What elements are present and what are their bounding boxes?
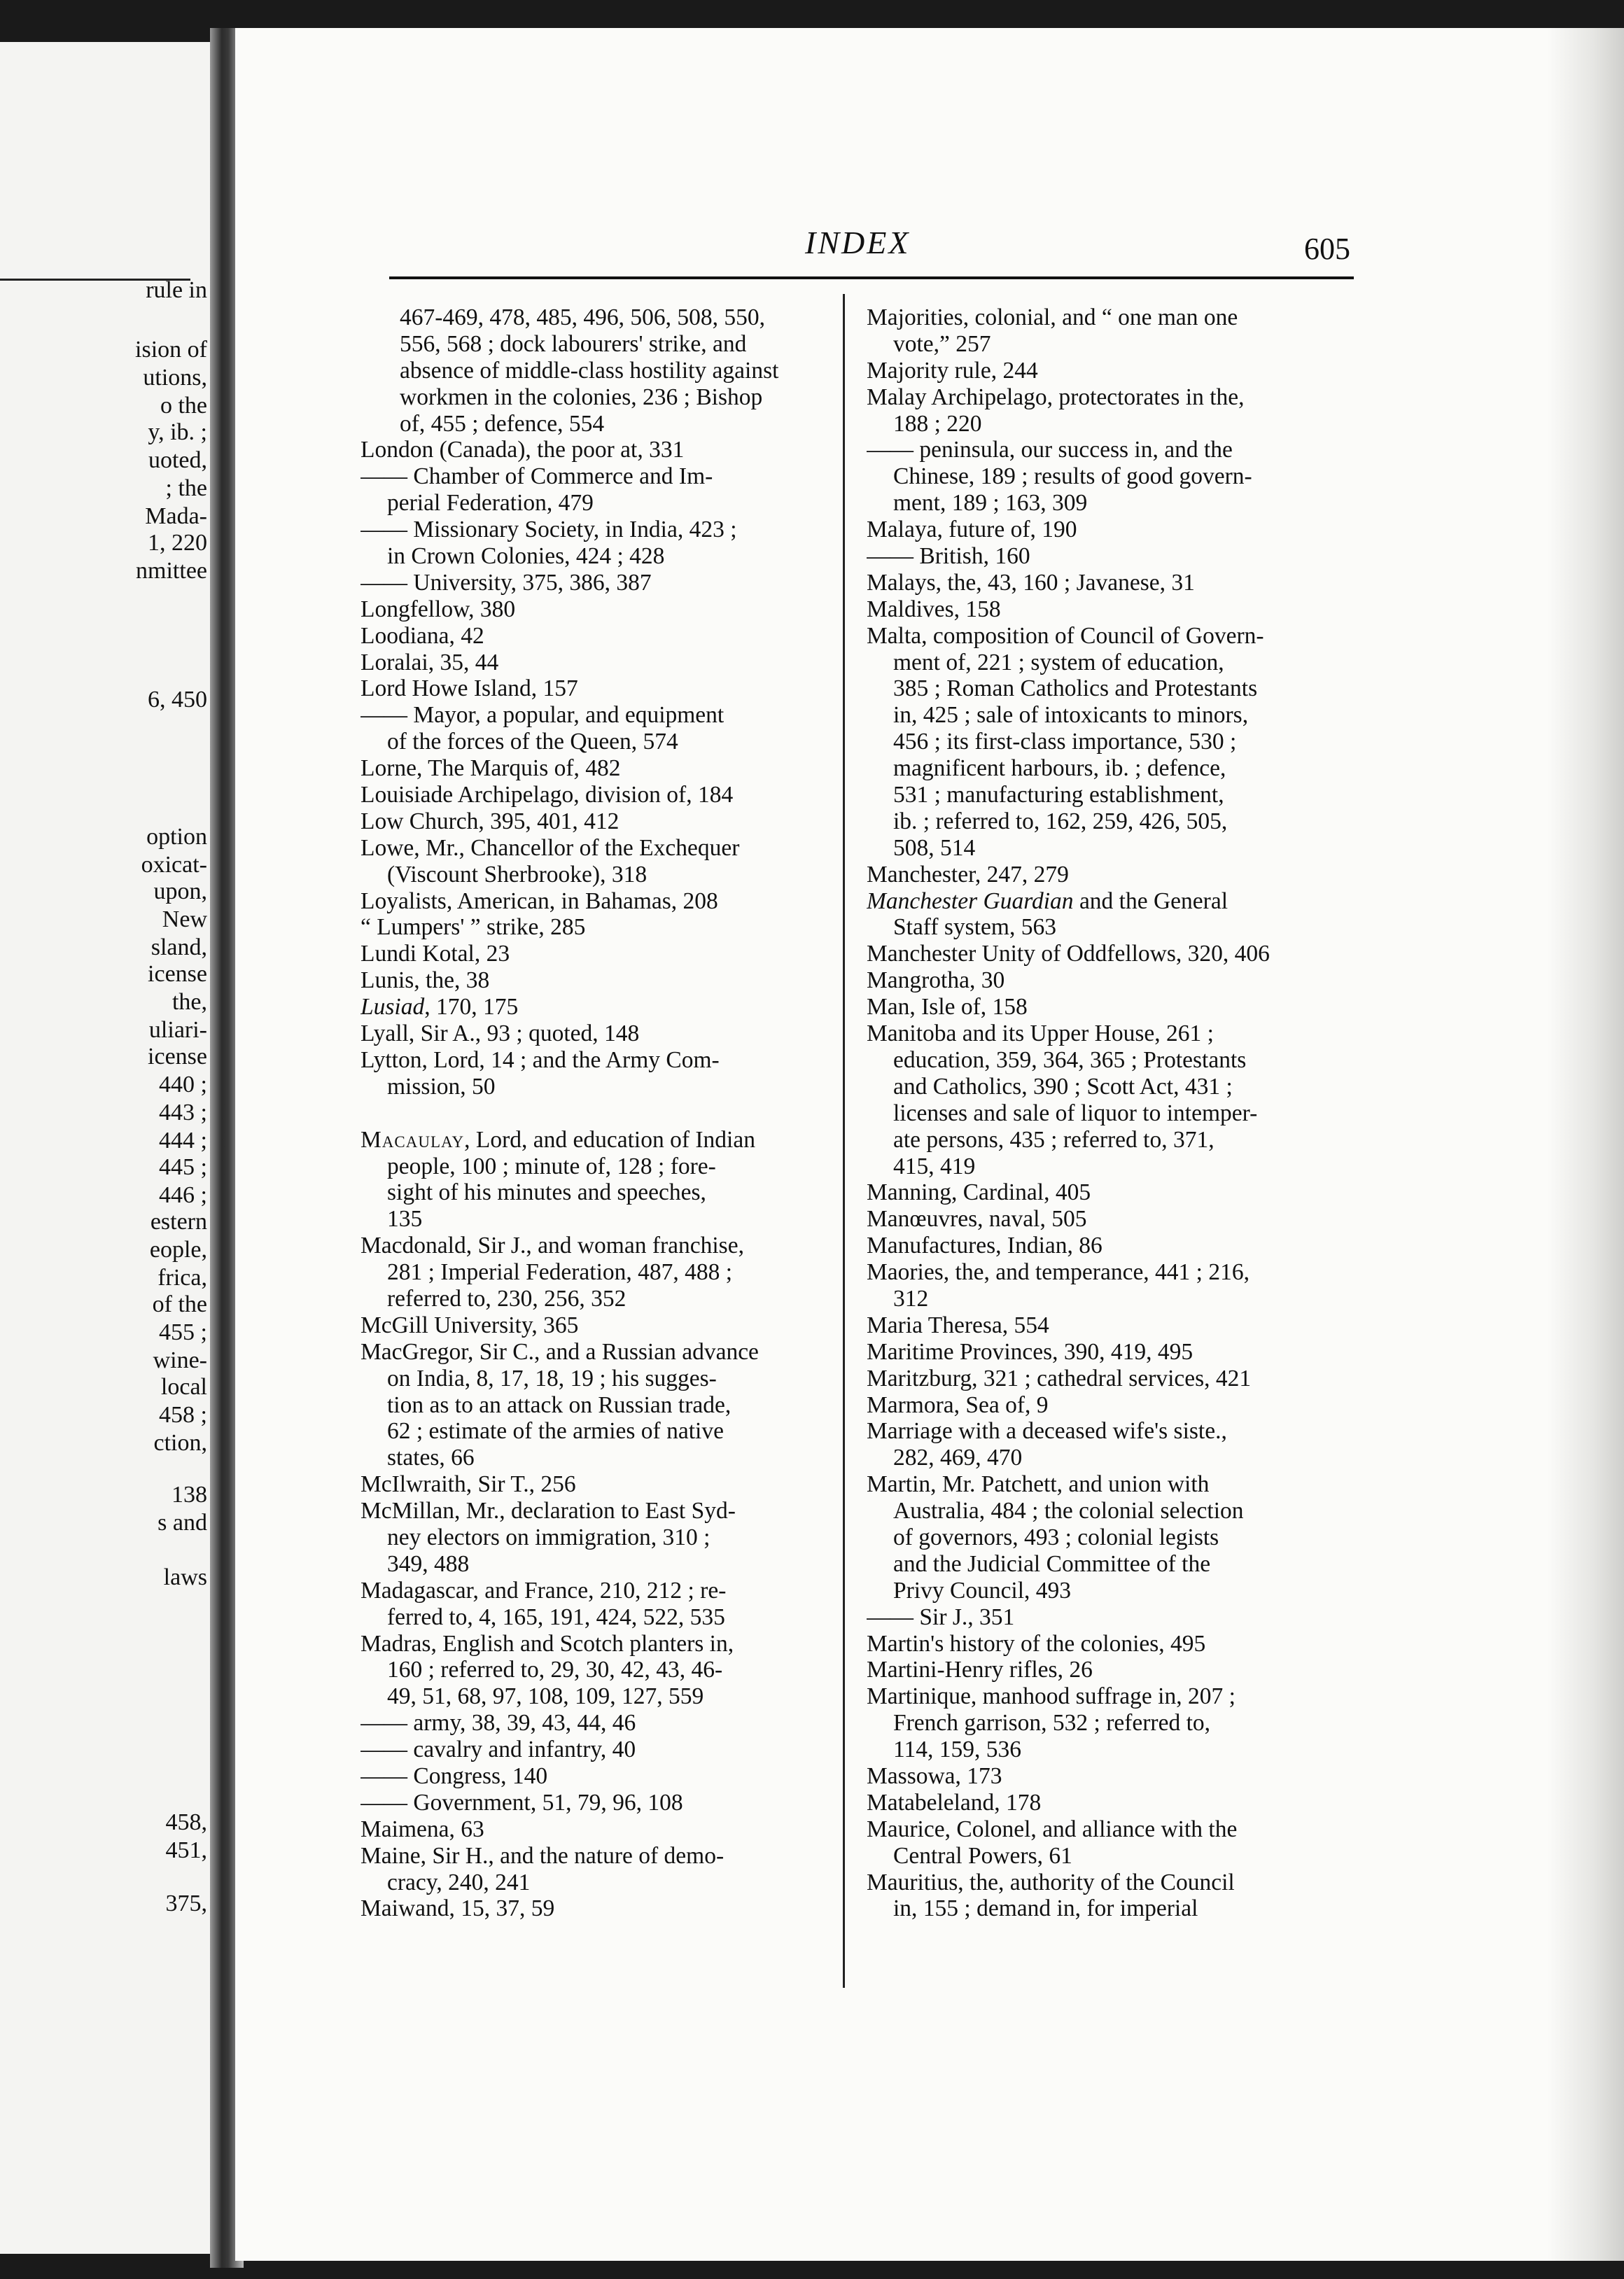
facing-page-fragment: 445 ; [159,1154,207,1180]
index-entry-line: —— Government, 51, 79, 96, 108 [360,1789,683,1816]
facing-page-fragment: frica, [158,1265,207,1291]
index-entry-line: Madras, English and Scotch planters in, [360,1630,734,1657]
index-entry-line: Manufactures, Indian, 86 [867,1233,1102,1259]
index-entry-line: Majority rule, 244 [867,357,1038,384]
index-entry-line: 282, 469, 470 [893,1445,1023,1471]
facing-page-fragment: utions, [143,365,207,391]
index-entry-line: and Catholics, 390 ; Scott Act, 431 ; [893,1073,1233,1100]
index-entry-line: Man, Isle of, 158 [867,994,1028,1021]
index-entry-line: 531 ; manufacturing establishment, [893,782,1224,808]
facing-page-fragment: icense [148,961,207,987]
facing-page-fragment: estern [150,1209,207,1235]
index-entry-line: perial Federation, 479 [387,490,594,517]
facing-page-fragment: 1, 220 [148,530,207,556]
index-entry-line: ment of, 221 ; system of education, [893,649,1224,675]
index-entry-line: (Viscount Sherbrooke), 318 [387,861,648,888]
index-entry-line: 415, 419 [893,1153,976,1179]
facing-page-fragment: 446 ; [159,1182,207,1208]
index-entry-line: Malaya, future of, 190 [867,517,1077,543]
index-entry-line: Staff system, 563 [893,914,1056,941]
index-entry-line: Mangrotha, 30 [867,967,1005,994]
facing-page-fragment: uoted, [148,447,207,473]
facing-page-fragment: 458 ; [159,1402,207,1428]
facing-page-left [0,42,223,2254]
index-entry-line: Maritime Provinces, 390, 419, 495 [867,1338,1194,1365]
index-entry-line: Marriage with a deceased wife's siste., [867,1418,1227,1445]
index-entry-line: 312 [893,1285,929,1312]
index-entry-line: absence of middle-class hostility against [400,357,779,384]
index-entry-line: 385 ; Roman Catholics and Protestants [893,675,1258,702]
index-entry-line: Lundi Kotal, 23 [360,941,510,967]
index-entry-line: Malays, the, 43, 160 ; Javanese, 31 [867,569,1195,596]
index-entry-line: magnificent harbours, ib. ; defence, [893,755,1226,782]
facing-page-fragment: nmittee [136,558,207,584]
index-entry-line: Lunis, the, 38 [360,967,490,994]
facing-page-fragment: New [162,906,207,932]
facing-page-fragment: sland, [150,934,207,960]
index-entry-line: Loodiana, 42 [360,622,484,649]
index-entry-line: 62 ; estimate of the armies of native [387,1418,724,1445]
index-entry-line: Manning, Cardinal, 405 [867,1179,1091,1206]
facing-page-fragment: ction, [153,1430,207,1456]
index-entry-line: of governors, 493 ; colonial legists [893,1524,1219,1550]
index-entry-line: ney electors on immigration, 310 ; [387,1524,710,1550]
index-entry-line: and the Judicial Committee of the [893,1550,1211,1577]
facing-page-fragment: 451, [165,1837,207,1863]
index-entry-line: Matabeleland, 178 [867,1789,1042,1816]
index-entry-line: tion as to an attack on Russian trade, [387,1391,732,1418]
index-entry-line: —— army, 38, 39, 43, 44, 46 [360,1710,636,1737]
facing-page-fragment: the, [172,989,207,1015]
index-entry-line: Maritzburg, 321 ; cathedral services, 421 [867,1365,1252,1391]
index-entry-line: 456 ; its first-class importance, 530 ; [893,729,1237,755]
facing-page-fragment: local [160,1374,207,1400]
index-entry-line: Loyalists, American, in Bahamas, 208 [360,888,718,914]
index-entry-line: Majorities, colonial, and “ one man one [867,304,1238,330]
index-entry-line: Manchester, 247, 279 [867,861,1069,888]
facing-page-fragment: eople, [149,1237,207,1263]
index-entry-line: 467-469, 478, 485, 496, 506, 508, 550, [400,304,766,330]
index-entry-line: Privy Council, 493 [893,1577,1072,1604]
index-entry-line: 135 [387,1206,423,1233]
facing-page-fragment: 443 ; [159,1100,207,1126]
index-entry-line: —— Chamber of Commerce and Im- [360,463,713,490]
facing-page-fragment: 455 ; [159,1319,207,1345]
facing-page-fragment: y, ib. ; [148,419,207,445]
index-entry-line: Lorne, The Marquis of, 482 [360,755,621,782]
index-entry-line: Maurice, Colonel, and alliance with the [867,1816,1238,1842]
index-entry-line: Mauritius, the, authority of the Council [867,1869,1235,1895]
index-entry-line: Maiwand, 15, 37, 59 [360,1895,555,1922]
index-entry-line: McGill University, 365 [360,1312,579,1338]
index-entry-line: McMillan, Mr., declaration to East Syd- [360,1498,736,1524]
facing-page-fragment: option [146,824,207,850]
index-entry-line: Manchester Unity of Oddfellows, 320, 406 [867,941,1270,967]
index-entry-line: McIlwraith, Sir T., 256 [360,1471,576,1498]
index-entry-line: Chinese, 189 ; results of good govern- [893,463,1252,490]
index-entry-line: mission, 50 [387,1073,496,1100]
index-entry-line: Massowa, 173 [867,1762,1002,1789]
index-entry-line: 114, 159, 536 [893,1737,1022,1763]
index-entry-line: Maories, the, and temperance, 441 ; 216, [867,1259,1250,1286]
index-entry-line: Lord Howe Island, 157 [360,675,578,702]
index-entry-line: Maimena, 63 [360,1816,484,1842]
facing-page-text [0,42,223,2254]
index-entry-line: sight of his minutes and speeches, [387,1179,706,1206]
index-entry-line: 281 ; Imperial Federation, 487, 488 ; [387,1259,733,1286]
facing-page-fragment: rule in [146,277,207,303]
facing-page-fragment: 440 ; [159,1072,207,1098]
page-number: 605 [1304,232,1350,266]
index-entry-line: —— Mayor, a popular, and equipment [360,702,724,729]
index-column-right [867,304,1343,1922]
index-entry-line: on India, 8, 17, 18, 19 ; his sugges- [387,1365,717,1391]
facing-page-fragment: ision of [135,337,207,363]
index-entry-line: Marmora, Sea of, 9 [867,1391,1049,1418]
page-edge [1547,28,1624,2261]
index-entry-line: Maldives, 158 [867,596,1001,622]
index-entry-line: Australia, 484 ; the colonial selection [893,1498,1244,1524]
index-entry-line: Manœuvres, naval, 505 [867,1206,1087,1233]
index-entry-line: Martin, Mr. Patchett, and union with [867,1471,1210,1498]
facing-page-fragment: Mada- [145,503,207,529]
index-entry-line [360,1100,836,1127]
running-head: INDEX [805,225,911,260]
index-entry-line: —— Sir J., 351 [867,1604,1015,1630]
facing-page-fragment: 375, [165,1891,207,1916]
index-entry-line: 508, 514 [893,834,976,861]
index-entry-line: MacGregor, Sir C., and a Russian advance [360,1338,759,1365]
facing-page-fragment: oxicat- [141,852,207,878]
index-entry-line: ment, 189 ; 163, 309 [893,490,1088,517]
index-entry-line: —— Congress, 140 [360,1762,548,1789]
index-entry-line: in, 425 ; sale of intoxicants to minors, [893,702,1249,729]
facing-page-fragment: upon, [153,878,207,904]
index-entry-line: in Crown Colonies, 424 ; 428 [387,543,665,570]
index-entry-line: Low Church, 395, 401, 412 [360,808,620,834]
index-entry-line: of the forces of the Queen, 574 [387,729,678,755]
index-entry-line: licenses and sale of liquor to intemper- [893,1100,1258,1126]
facing-page-fragment: 444 ; [159,1128,207,1153]
facing-page-fragment: uliari- [148,1017,207,1043]
index-entry-line: 349, 488 [387,1550,470,1577]
facing-page-fragment: s and [158,1510,207,1536]
index-entry-line: people, 100 ; minute of, 128 ; fore- [387,1153,716,1179]
facing-page-fragment: laws [163,1564,207,1590]
index-entry-line: Lusiad, 170, 175 [360,994,519,1021]
facing-page-fragment: 458, [165,1809,207,1835]
index-entry-line: Martinique, manhood suffrage in, 207 ; [867,1683,1236,1710]
index-entry-line: Lowe, Mr., Chancellor of the Exchequer [360,834,740,861]
header-rule [389,276,1354,279]
index-entry-line: —— peninsula, our success in, and the [867,437,1233,463]
index-entry-line: —— cavalry and infantry, 40 [360,1737,636,1763]
index-entry-line: states, 66 [387,1445,475,1471]
facing-page-fragment: o the [160,393,207,419]
index-entry-line: Martin's history of the colonies, 495 [867,1630,1206,1657]
index-entry-line: London (Canada), the poor at, 331 [360,437,685,463]
index-entry-line: ferred to, 4, 165, 191, 424, 522, 535 [387,1604,725,1630]
facing-page-fragment: of the [152,1291,207,1317]
index-entry-line: education, 359, 364, 365 ; Protestants [893,1046,1247,1073]
index-entry-line: Central Powers, 61 [893,1842,1072,1869]
index-entry-line: in, 155 ; demand in, for imperial [893,1895,1198,1922]
index-entry-line: 160 ; referred to, 29, 30, 42, 43, 46- [387,1657,723,1683]
index-entry-line: Malta, composition of Council of Govern- [867,622,1264,649]
index-entry-line: Manchester Guardian and the General [867,888,1228,914]
index-entry-line: cracy, 240, 241 [387,1869,531,1895]
index-entry-line: vote,” 257 [893,330,991,357]
index-entry-line: —— Missionary Society, in India, 423 ; [360,517,737,543]
index-entry-line: —— University, 375, 386, 387 [360,569,652,596]
index-entry-line: Lyall, Sir A., 93 ; quoted, 148 [360,1021,640,1047]
index-entry-line: Macdonald, Sir J., and woman franchise, [360,1233,744,1259]
index-entry-line: 188 ; 220 [893,410,982,437]
index-entry-line: workmen in the colonies, 236 ; Bishop [400,384,763,410]
index-entry-line: ib. ; referred to, 162, 259, 426, 505, [893,808,1228,834]
index-entry-line: 556, 568 ; dock labourers' strike, and [400,330,747,357]
index-column-left [360,304,836,1922]
index-entry-line: Maine, Sir H., and the nature of demo- [360,1842,724,1869]
index-entry-line: 49, 51, 68, 97, 108, 109, 127, 559 [387,1683,704,1710]
index-entry-line: French garrison, 532 ; referred to, [893,1710,1211,1737]
index-entry-line: Maria Theresa, 554 [867,1312,1049,1338]
index-entry-line: ate persons, 435 ; referred to, 371, [893,1126,1214,1153]
index-entry-line: Madagascar, and France, 210, 212 ; re- [360,1577,727,1604]
facing-page-fragment: 138 [172,1482,207,1508]
facing-page-fragment: ; the [165,475,207,501]
index-entry-line: Loralai, 35, 44 [360,649,499,675]
index-entry-line: referred to, 230, 256, 352 [387,1285,626,1312]
index-entry-line: “ Lumpers' ” strike, 285 [360,914,586,941]
index-entry-line: of, 455 ; defence, 554 [400,410,605,437]
facing-page-fragment: icense [148,1044,207,1070]
index-entry-line: Louisiade Archipelago, division of, 184 [360,782,734,808]
index-entry-line: Malay Archipelago, protectorates in the, [867,384,1245,410]
column-divider [843,294,845,1988]
index-entry-line: Manitoba and its Upper House, 261 ; [867,1021,1214,1047]
index-entry-line: Martini-Henry rifles, 26 [867,1657,1093,1683]
facing-page-fragment: wine- [153,1347,207,1373]
index-entry-line: —— British, 160 [867,543,1030,570]
index-entry-line: Macaulay, Lord, and education of Indian [360,1126,755,1153]
index-entry-line: Longfellow, 380 [360,596,516,622]
facing-page-fragment: 6, 450 [148,687,207,713]
index-entry-line: Lytton, Lord, 14 ; and the Army Com- [360,1046,720,1073]
